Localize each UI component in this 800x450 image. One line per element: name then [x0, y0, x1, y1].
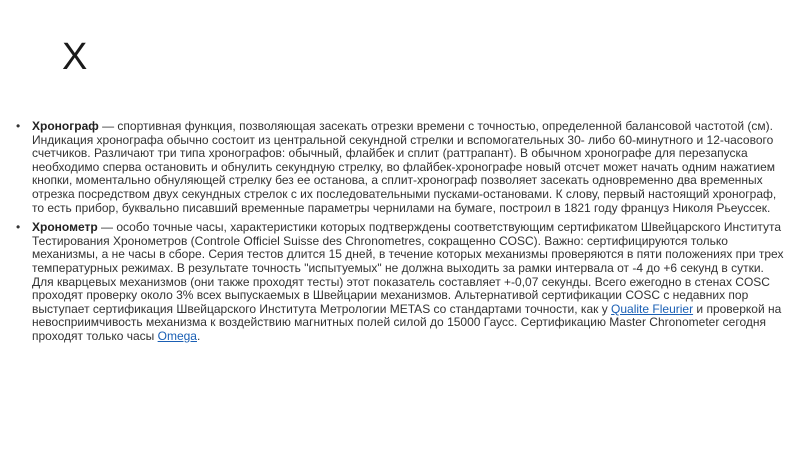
link-omega[interactable]: Omega — [157, 328, 197, 343]
definition-chronometer-end: . — [196, 328, 201, 343]
term-chronograph: Хронограф — [32, 119, 99, 133]
bullet-icon: • — [16, 119, 21, 133]
list-item-chronograph — [16, 120, 786, 215]
definition-chronograph: — спортивная функция, позволяющая засекать отрезки времени с точностью, определенной балансовой частотой (см). Индикация хронографа обычно состоит из центральной секундной стрелки и вспомогательных 30- либо 60-минутного и 12-часового счетчиков. Различают три типа хронографов: обычный, флайбек и сплит (раттрапант). В обычном хронографе для перезапуска необходимо сперва остановить и обнулить секундную стрелку, во флайбек-хронографе новый отсчет может начать одним нажатием кнопки, моментально обнуляющей стрелку без ее останова, а сплит-хронограф позволяет засекать одновременно два временных отрезка посредством двух секундных стрелок с их последовательными пусками-остановами. К слову, первый настоящий хронограф, то есть прибор, буквально писавший временные параметры чернилами на бумаге, построил в 1821 году француз Николя Рьеуссек. — [32, 119, 777, 215]
bullet-icon: • — [16, 220, 21, 235]
term-chronometer: Хронометр — [32, 220, 98, 235]
list-item-chronometer — [16, 221, 786, 343]
slide-title: Х — [62, 36, 89, 78]
definition-chronometer-part2: и проверкой на невосприимчивость механизма к воздействию магнитных полей силой до 15000 Гаусс. Сертификацию Master Chronometer сегодня проходят только часы — [32, 301, 782, 343]
slide-content — [16, 120, 786, 350]
definition-chronometer-part1: — особо точные часы, характеристики которых подтверждены соответствующим сертификатом Швейцарского Института Тестирования Хронометров (Controle Officiel Suisse des Chronometres, сокращенно COSC). Важно: сертифицируются только механизмы, а не часы в сборе. Серия тестов длится 15 дней, в течение которых механизмы проверяются в пяти положениях при трех температурных режимах. В результате точность "испытуемых" не должна выходить за рамки интервала от -4 до +6 секунд в сутки. Для кварцевых механизмов (они также проходят тесты) этот показатель составляет +-0,07 секунды. Всего ежегодно в стенах COSC проходят проверку около 3% всех выпускаемых в Швейцарии механизмов. Альтернативой сертификации COSC с недавних пор выступает сертификация Швейцарского Института Метрологии METAS со стандартами точности, как у — [32, 220, 784, 316]
link-qualite-fleurier[interactable]: Qualite Fleurier — [611, 301, 694, 316]
